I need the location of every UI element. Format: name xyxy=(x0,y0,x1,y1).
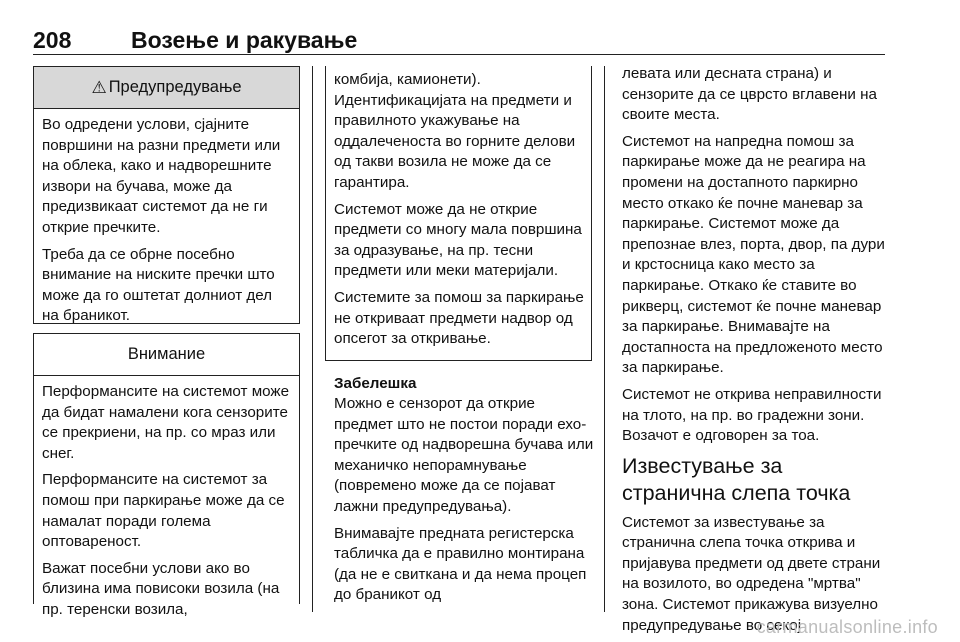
page-number: 208 xyxy=(33,27,72,53)
warning-paragraph: Треба да се обрне посебно внимание на ниските пречки што може да го оштетат долниот дел на браникот. xyxy=(42,245,275,325)
note-paragraph: Внимавајте предната регистерска табличка да е правилно монтирана (да не е свиткана и да нема процеп до браникот од xyxy=(334,524,587,604)
note-paragraph: Можно е сензорот да открие предмет што не постои поради ехо-пречките од надворешна бучава или механичко непорамнување (повремено може да се појават лажни предупредувања). xyxy=(334,395,594,515)
caution-paragraph: Перформансите на системот може да бидат намалени кога сензорите се прекриени, на пр. со мраз или снег. xyxy=(42,383,290,462)
column-divider xyxy=(312,66,313,612)
watermark: carmanualsonline.info xyxy=(756,617,938,637)
warning-box xyxy=(33,66,300,324)
header-rule xyxy=(33,54,885,55)
right-column xyxy=(622,64,890,642)
body-paragraph: Системот не открива неправилности на тлото, на пр. во градежни зони. Возачот е одговорен за тоа. xyxy=(622,385,882,445)
column-divider xyxy=(604,66,605,612)
caution-box xyxy=(33,333,300,618)
caution-paragraph: Перформансите на системот за помош при паркирање може да се намалат поради голема оптовареност. xyxy=(42,471,285,551)
chapter-title: Возење и ракување xyxy=(131,27,358,53)
warning-box-title: Предупредување xyxy=(108,78,242,96)
section-heading: Известување за странична слепа точка xyxy=(622,453,851,505)
body-paragraph: Системот на напредна помош за паркирање може да не реагира на промени на достапното паркирно место откако ќе почне маневар за паркирање. Системот може да препознае влез, порта, двор, па дури и крстосница како место за паркирање. Откако ќе ставите во рикверц, системот ќе почне маневар за паркирање. Внимавајте на достапноста на предложеното место за паркирање. xyxy=(622,132,885,377)
caution-paragraph: Важат посебни услови ако во близина има повисоки возила (на пр. теренски возила, xyxy=(42,559,280,618)
body-paragraph: левата или десната страна) и сензорите да се цврсто вглавени на своите места. xyxy=(622,65,877,124)
note-title: Забелешка xyxy=(334,375,417,392)
warning-paragraph: Во одредени услови, сјајните површини на разни предмети или на облека, како и надворешните извори на бучава, може да предизвикаат системот да не ги открие пречките. xyxy=(42,116,281,236)
caution-box-header xyxy=(34,334,299,376)
caution-paragraph: Системот може да не открие предмети со многу мала површина за одразување, на пр. тесни предмети или меки материјали. xyxy=(334,200,582,280)
warning-box-header xyxy=(34,67,299,109)
body-paragraph: Системот за известување за странична слепа точка открива и пријавува предмети од двете страни на возилото, во одредена "мртва" зона. Системот прикажува визуелно предупредување во секој xyxy=(622,513,881,634)
warning-triangle-icon: ⚠ xyxy=(91,77,107,97)
caution-paragraph: Системите за помош за паркирање не откриваат предмети надвор од опсегот за откривање. xyxy=(334,288,584,348)
caution-box-continued xyxy=(325,66,592,361)
note-section xyxy=(334,374,594,612)
caution-paragraph: комбија, камионети). Идентификацијата на предмети и правилното укажување на оддалеченоста во горните делови од такви возила не може да се гарантира. xyxy=(334,71,576,191)
page-header xyxy=(33,27,885,53)
caution-box-title: Внимание xyxy=(127,345,206,363)
